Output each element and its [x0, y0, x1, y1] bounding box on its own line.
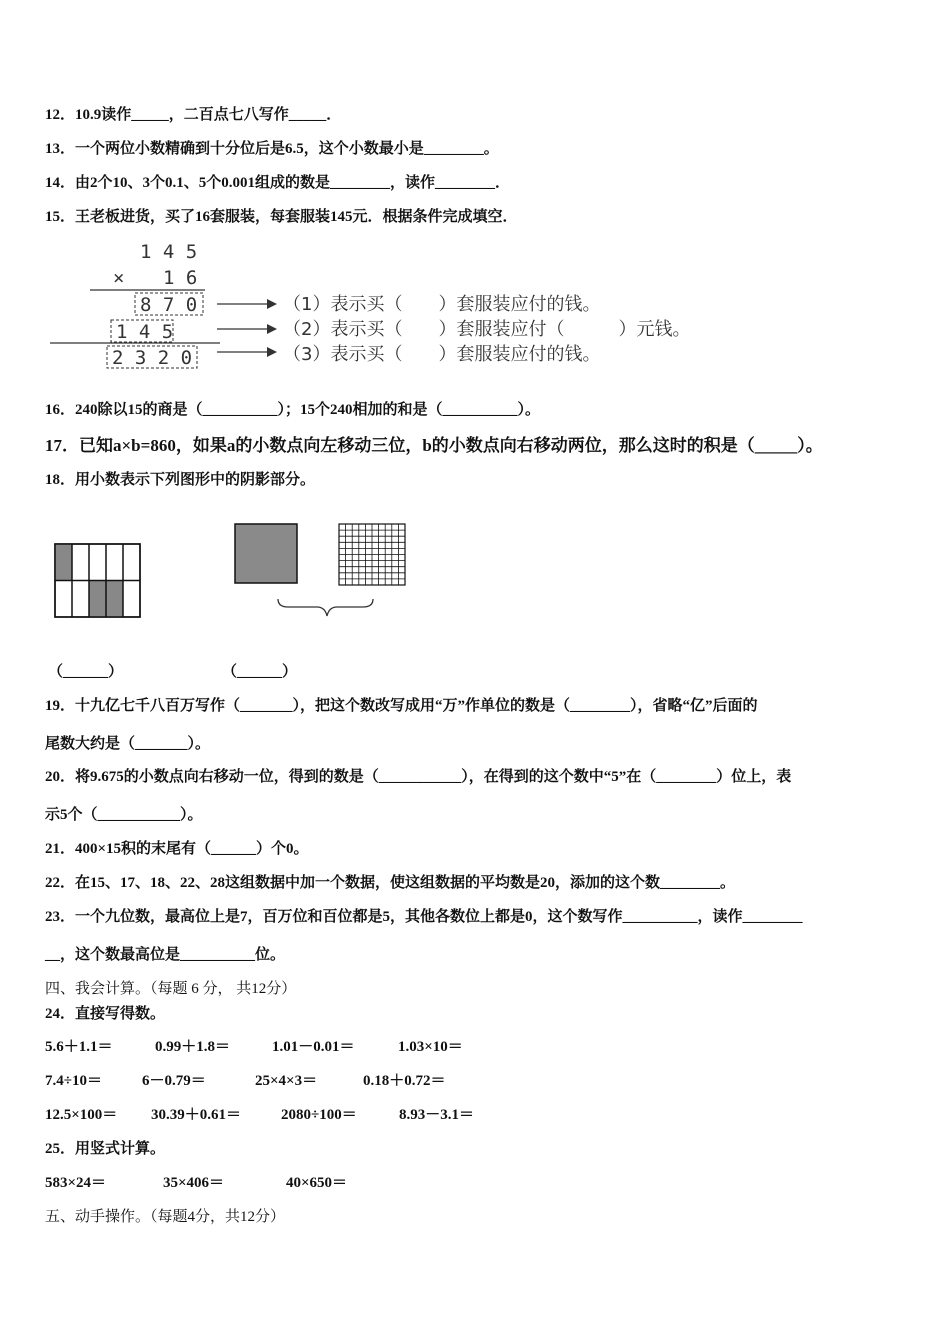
multiplication-diagram — [45, 238, 745, 370]
calc-item: 0.99＋1.8＝ — [155, 1039, 231, 1055]
question-21: 21．400×15积的末尾有（______）个0。 — [45, 841, 309, 857]
partial2: 1 4 5 — [116, 321, 174, 343]
arrow-1-icon — [267, 299, 277, 309]
calc-item: 12.5×100＝ — [45, 1107, 118, 1123]
calc-item: 30.39＋0.61＝ — [151, 1107, 242, 1123]
question-25: 25．用竖式计算。 — [45, 1141, 166, 1157]
calc-item: 1.03×10＝ — [398, 1039, 463, 1055]
question-14: 14．由2个10、3个0.1、5个0.001组成的数是________，读作________． — [45, 175, 511, 191]
calc-item: 5.6＋1.1＝ — [45, 1039, 113, 1055]
question-19-line2: 尾数大约是（_______）。 — [45, 736, 211, 752]
question-23-line2: __，这个数最高位是__________位。 — [45, 947, 286, 963]
hundred-grid-figure — [339, 524, 405, 585]
arrow-3-icon — [267, 347, 277, 357]
section-4-heading: 四、我会计算。（每题 6 分， 共12分） — [45, 981, 297, 997]
vert-item: 35×406＝ — [163, 1175, 225, 1191]
question-19-line1: 19．十九亿七千八百万写作（_______），把这个数改写成用“万”作单位的数是（________），省略“亿”后面的 — [45, 698, 758, 714]
vert-item: 40×650＝ — [286, 1175, 348, 1191]
calc-item: 8.93－3.1＝ — [399, 1107, 475, 1123]
q18-answer-2: （______） — [222, 664, 298, 680]
partial1: 8 7 0 — [140, 294, 198, 316]
question-18: 18．用小数表示下列图形中的阴影部分。 — [45, 472, 316, 488]
question-16: 16．240除以15的商是（__________）；15个240相加的和是（__________）。 — [45, 402, 541, 418]
calc-item: 0.18＋0.72＝ — [363, 1073, 446, 1089]
question-13: 13．一个两位小数精确到十分位后是6.5，这个小数最小是________。 — [45, 141, 499, 157]
calc-item: 1.01－0.01＝ — [272, 1039, 355, 1055]
shaded-figures — [45, 515, 415, 625]
calc-item: 7.4÷10＝ — [45, 1073, 102, 1089]
shaded-square — [235, 524, 297, 583]
question-23-line1: 23．一个九位数，最高位上是7，百万位和百位都是5，其他各数位上都是0，这个数写作__________，读作________ — [45, 909, 803, 925]
question-20-line1: 20．将9.675的小数点向右移动一位，得到的数是（___________），在得到的这个数中“5”在（________）位上，表 — [45, 769, 792, 785]
question-24: 24．直接写得数。 — [45, 1006, 166, 1022]
calc-item: 6－0.79＝ — [142, 1073, 206, 1089]
arrow-2-icon — [267, 324, 277, 334]
total: 2 3 2 0 — [112, 347, 193, 369]
question-12: 12．10.9读作_____，二百点七八写作_____． — [45, 107, 342, 123]
q18-answer-1: （______） — [48, 664, 124, 680]
calc-item: 25×4×3＝ — [255, 1073, 318, 1089]
vert-item: 583×24＝ — [45, 1175, 107, 1191]
question-17: 17．已知a×b=860，如果a的小数点向左移动三位，b的小数点向右移动两位，那么这时的积是（_____）。 — [45, 436, 823, 455]
multiplier: 1 6 — [163, 267, 198, 289]
question-20-line2: 示5个（___________）。 — [45, 807, 203, 823]
top-number: 1 4 5 — [140, 241, 198, 263]
section-5-heading: 五、动手操作。（每题4分，共12分） — [45, 1209, 286, 1225]
times-sign: × — [113, 267, 125, 289]
rectangle-grid-figure — [55, 544, 140, 617]
calc-item: 2080÷100＝ — [281, 1107, 357, 1123]
question-15: 15．王老板进货，买了16套服装，每套服装145元．根据条件完成填空． — [45, 209, 518, 225]
note-1: （1）表示买（ ）套服装应付的钱。 — [283, 294, 601, 315]
brace-icon — [278, 599, 373, 616]
note-3: （3）表示买（ ）套服装应付的钱。 — [283, 344, 601, 365]
question-22: 22．在15、17、18、22、28这组数据中加一个数据，使这组数据的平均数是20，添加的这个数________。 — [45, 875, 736, 891]
note-2: （2）表示买（ ）套服装应付（ ）元钱。 — [283, 319, 691, 340]
